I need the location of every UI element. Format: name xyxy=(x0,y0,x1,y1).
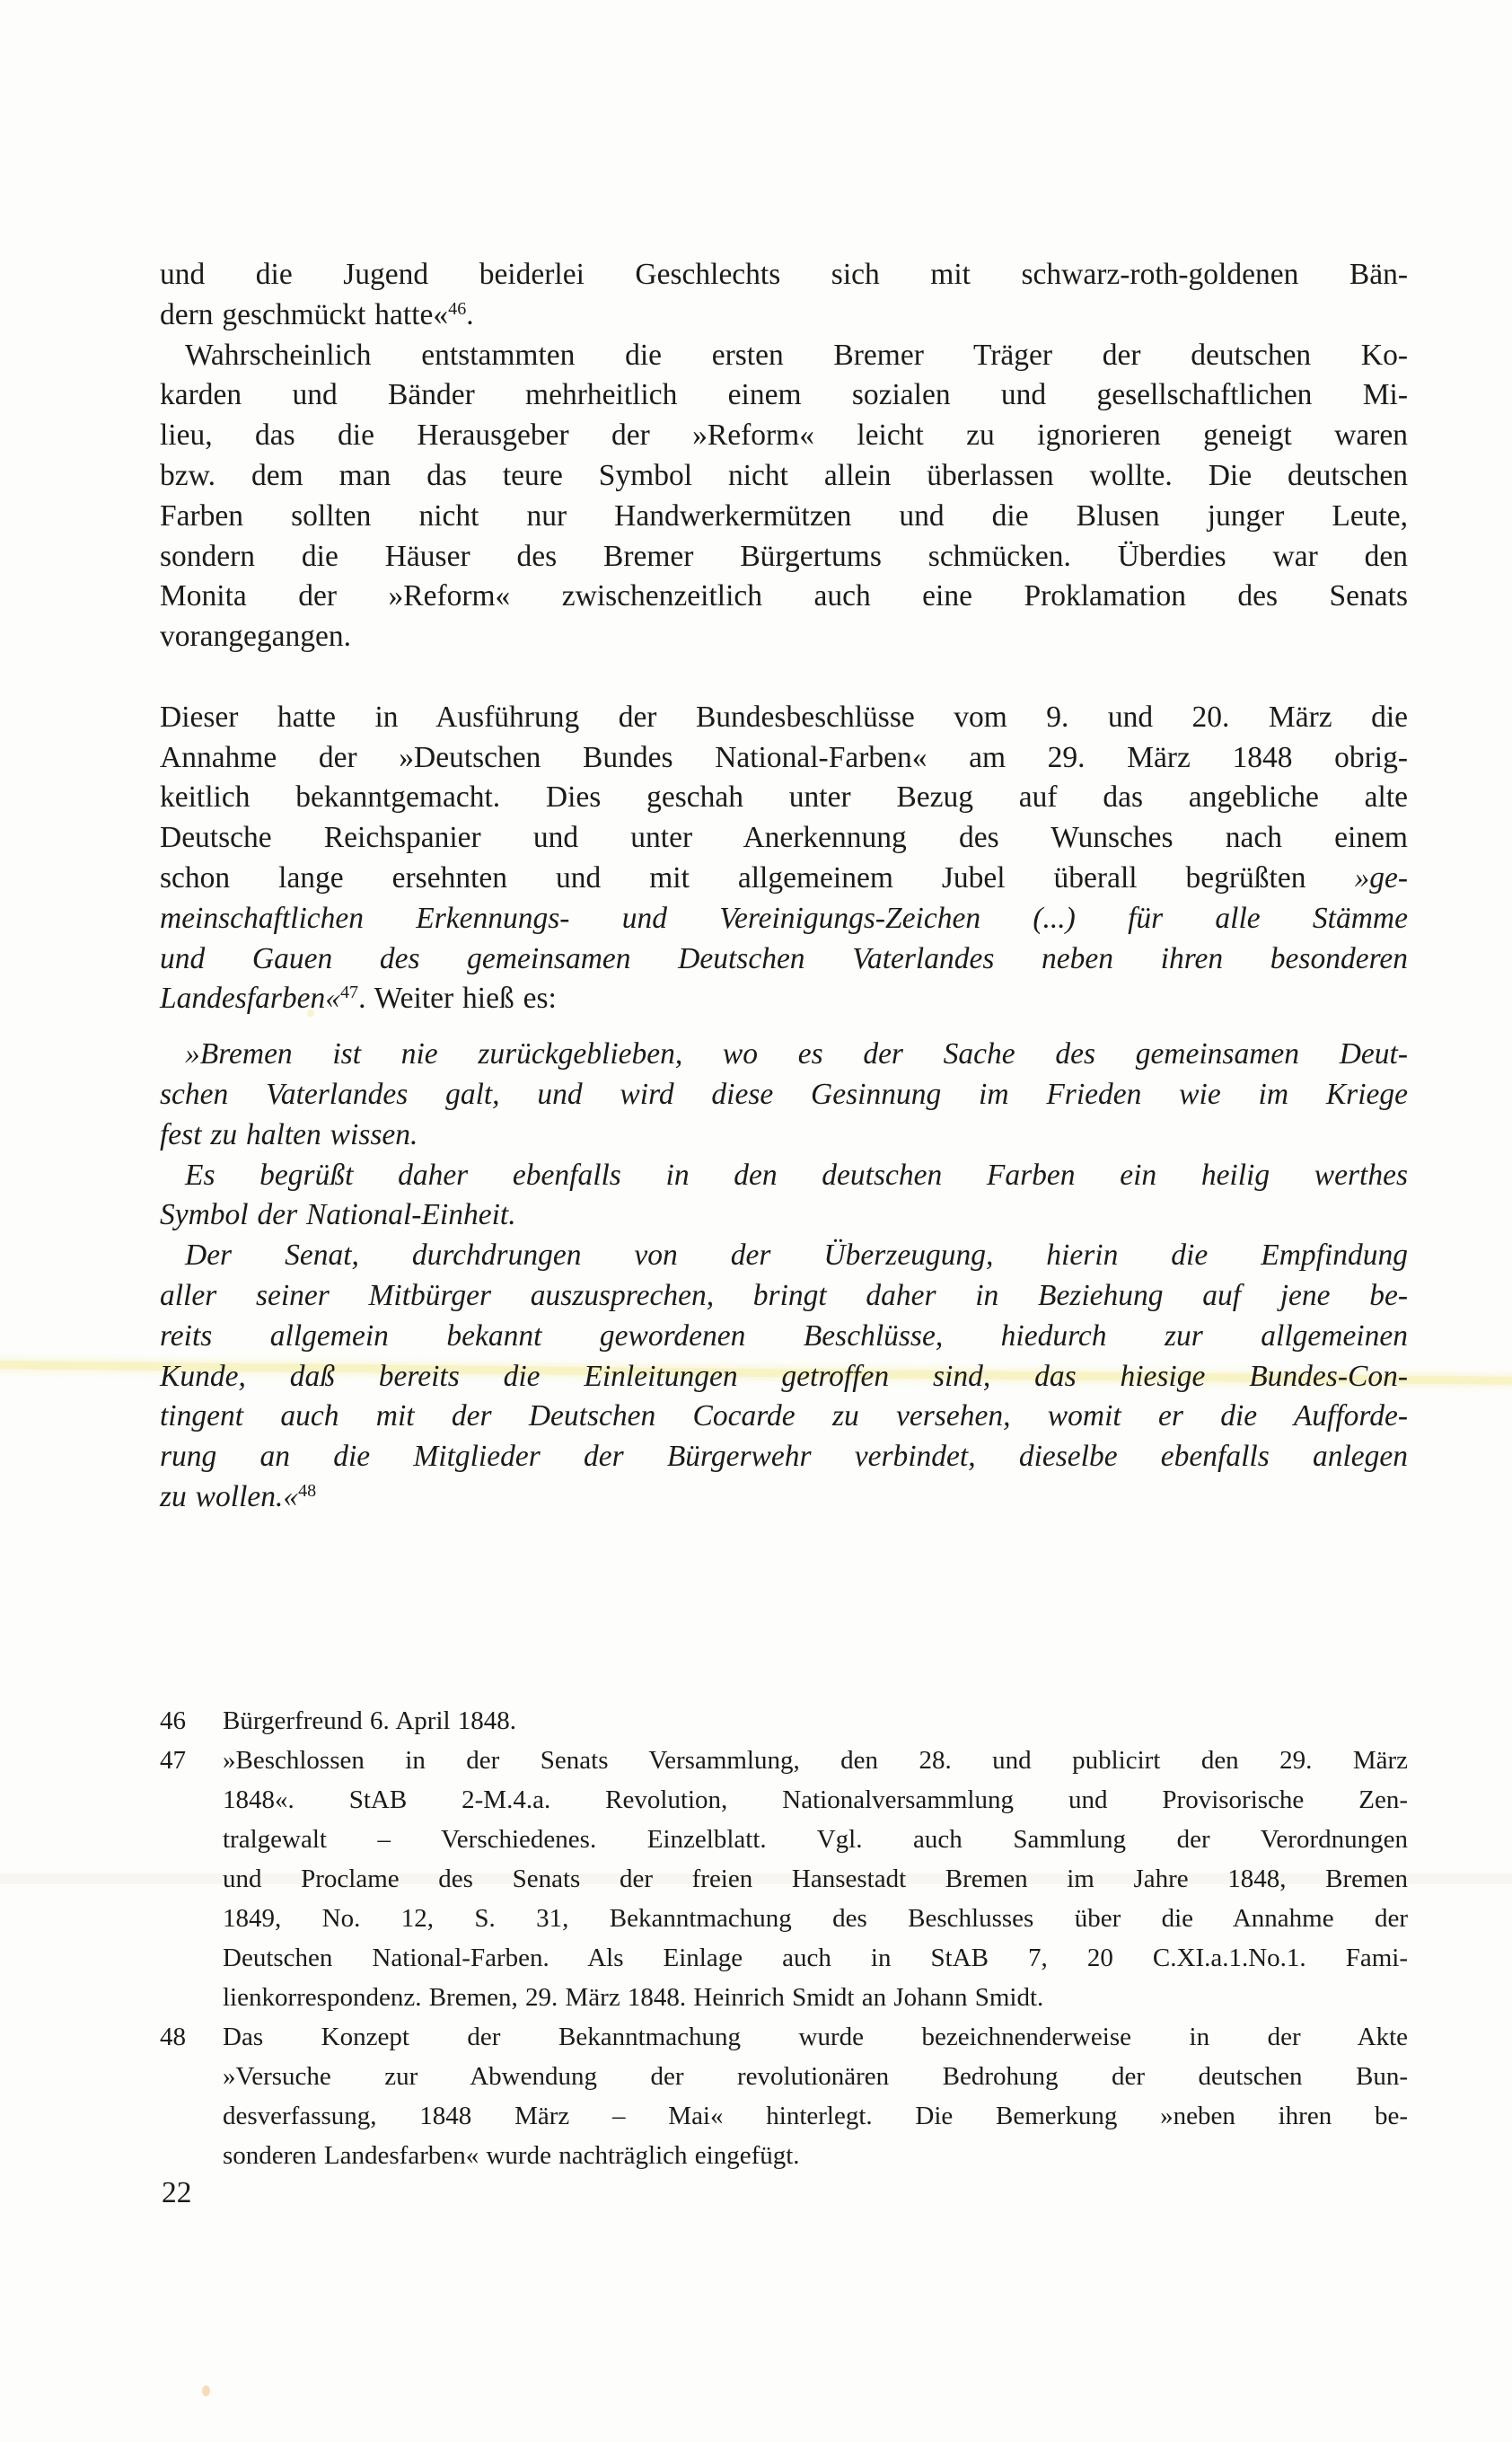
footnote-number: 46 xyxy=(160,1706,186,1735)
text-line: rung an die Mitglieder der Bürgerwehr verbindet, dieselbe ebenfalls anlegen xyxy=(160,1440,1408,1474)
text-line: 1848«. StAB 2-M.4.a. Revolution, Nationalversammlung und Provisorische Zen- xyxy=(223,1785,1408,1814)
text-line: bzw. dem man das teure Symbol nicht allein überlassen wollte. Die deutschen xyxy=(160,458,1408,492)
text-line: Annahme der »Deutschen Bundes National-Farben« am 29. März 1848 obrig- xyxy=(160,740,1408,774)
text-line: sonderen Landesfarben« wurde nachträglich eingefügt. xyxy=(223,2140,800,2170)
text-line: Das Konzept der Bekanntmachung wurde bezeichnenderweise in der Akte xyxy=(223,2022,1408,2051)
text-line: »Beschlossen in der Senats Versammlung, den 28. und publicirt den 29. März xyxy=(223,1745,1408,1775)
page-number: 22 xyxy=(162,2176,192,2209)
text-line: vorangegangen. xyxy=(160,620,352,654)
text-line: desverfassung, 1848 März – Mai« hinterlegt. Die Bemerkung »neben ihren be- xyxy=(223,2101,1408,2130)
text-line: 1849, No. 12, S. 31, Bekanntmachung des Beschlusses über die Annahme der xyxy=(223,1903,1408,1933)
paragraph xyxy=(160,698,1408,1019)
footnote-text xyxy=(223,1701,1408,1741)
quote-paragraph xyxy=(160,1156,1408,1237)
text-line: Deutsche Reichspanier und unter Anerkennung des Wunsches nach einem xyxy=(160,821,1408,855)
footnotes xyxy=(160,1701,1408,2175)
text-line: fest zu halten wissen. xyxy=(160,1117,418,1151)
text-line: Farben sollten nicht nur Handwerkermützen und die Blusen junger Leute, xyxy=(160,498,1408,533)
footnote-number: 48 xyxy=(160,2022,186,2051)
text-line: schen Vaterlandes galt, und wird diese Gesinnung im Frieden wie im Kriege xyxy=(160,1077,1408,1111)
text-line: Bürgerfreund 6. April 1848. xyxy=(223,1706,517,1735)
text-line: tralgewalt – Verschiedenes. Einzelblatt. Vgl. auch Sammlung der Verordnungen xyxy=(223,1824,1408,1854)
text-line: aller seiner Mitbürger auszusprechen, bringt daher in Beziehung auf jene be- xyxy=(160,1278,1408,1312)
text-line: zu wollen.«$^{48}$ xyxy=(160,1479,317,1513)
quote-paragraph xyxy=(160,1035,1408,1155)
text-line: und Gauen des gemeinsamen Deutschen Vaterlandes neben ihren besonderen xyxy=(160,941,1408,975)
text-line: Landesfarben«$^{47}$. Weiter hieß es: xyxy=(160,982,557,1016)
footnote-number: 47 xyxy=(160,1745,186,1775)
text-line: lienkorrespondenz. Bremen, 29. März 1848. Heinrich Smidt an Johann Smidt. xyxy=(223,1982,1044,2012)
quote-paragraph xyxy=(160,1236,1408,1518)
footnote-text xyxy=(223,1741,1408,2017)
text-line: keitlich bekanntgemacht. Dies geschah unter Bezug auf das angebliche alte xyxy=(160,780,1408,815)
text-line: Symbol der National-Einheit. xyxy=(160,1198,516,1232)
text-line: Wahrscheinlich entstammten die ersten Bremer Träger der deutschen Ko- xyxy=(185,338,1408,372)
footnote xyxy=(160,1701,1408,1741)
text-line: dern geschmückt hatte«$^{46}$. xyxy=(160,297,474,331)
text-line: karden und Bänder mehrheitlich einem sozialen und gesellschaftlichen Mi- xyxy=(160,378,1408,412)
scan-speck-artifact xyxy=(202,2385,210,2396)
body-paragraphs xyxy=(160,255,1408,1518)
text-column xyxy=(160,255,1408,2175)
text-line: Der Senat, durchdrungen von der Überzeugung, hierin die Empfindung xyxy=(185,1239,1408,1273)
text-line: Monita der »Reform« zwischenzeitlich auch eine Proklamation des Senats xyxy=(160,579,1408,613)
footnote-text xyxy=(223,2017,1408,2175)
text-line: und Proclame des Senats der freien Hansestadt Bremen im Jahre 1848, Bremen xyxy=(223,1864,1408,1893)
text-line: und die Jugend beiderlei Geschlechts sich mit schwarz-roth-goldenen Bän- xyxy=(160,258,1408,291)
text-line: tingent auch mit der Deutschen Cocarde zu versehen, womit er die Aufforde- xyxy=(160,1399,1408,1433)
text-line: Deutschen National-Farben. Als Einlage auch in StAB 7, 20 C.XI.a.1.No.1. Fami- xyxy=(223,1943,1408,1972)
text-line: schon lange ersehnten und mit allgemeinem Jubel überall begrüßten »ge- xyxy=(160,860,1408,895)
footnote xyxy=(160,1741,1408,2017)
text-line: lieu, das die Herausgeber der »Reform« leicht zu ignorieren geneigt waren xyxy=(160,419,1408,453)
text-line: reits allgemein bekannt gewordenen Beschlüsse, hiedurch zur allgemeinen xyxy=(160,1318,1408,1353)
paragraph xyxy=(160,336,1408,657)
text-line: »Versuche zur Abwendung der revolutionären Bedrohung der deutschen Bun- xyxy=(223,2061,1408,2091)
text-line: Es begrüßt daher ebenfalls in den deutschen Farben ein heilig werthes xyxy=(185,1158,1408,1192)
paragraph xyxy=(160,255,1408,336)
footnote xyxy=(160,2017,1408,2175)
text-line: Dieser hatte in Ausführung der Bundesbeschlüsse vom 9. und 20. März die xyxy=(160,700,1408,734)
text-line: »Bremen ist nie zurückgeblieben, wo es der Sache des gemeinsamen Deut- xyxy=(185,1037,1408,1071)
text-line: meinschaftlichen Erkennungs- und Vereinigungs-Zeichen (...) für alle Stämme xyxy=(160,901,1408,935)
text-line: sondern die Häuser des Bremer Bürgertums schmücken. Überdies war den xyxy=(160,539,1408,573)
text-line: Kunde, daß bereits die Einleitungen getroffen sind, das hiesige Bundes-Con- xyxy=(160,1359,1408,1393)
